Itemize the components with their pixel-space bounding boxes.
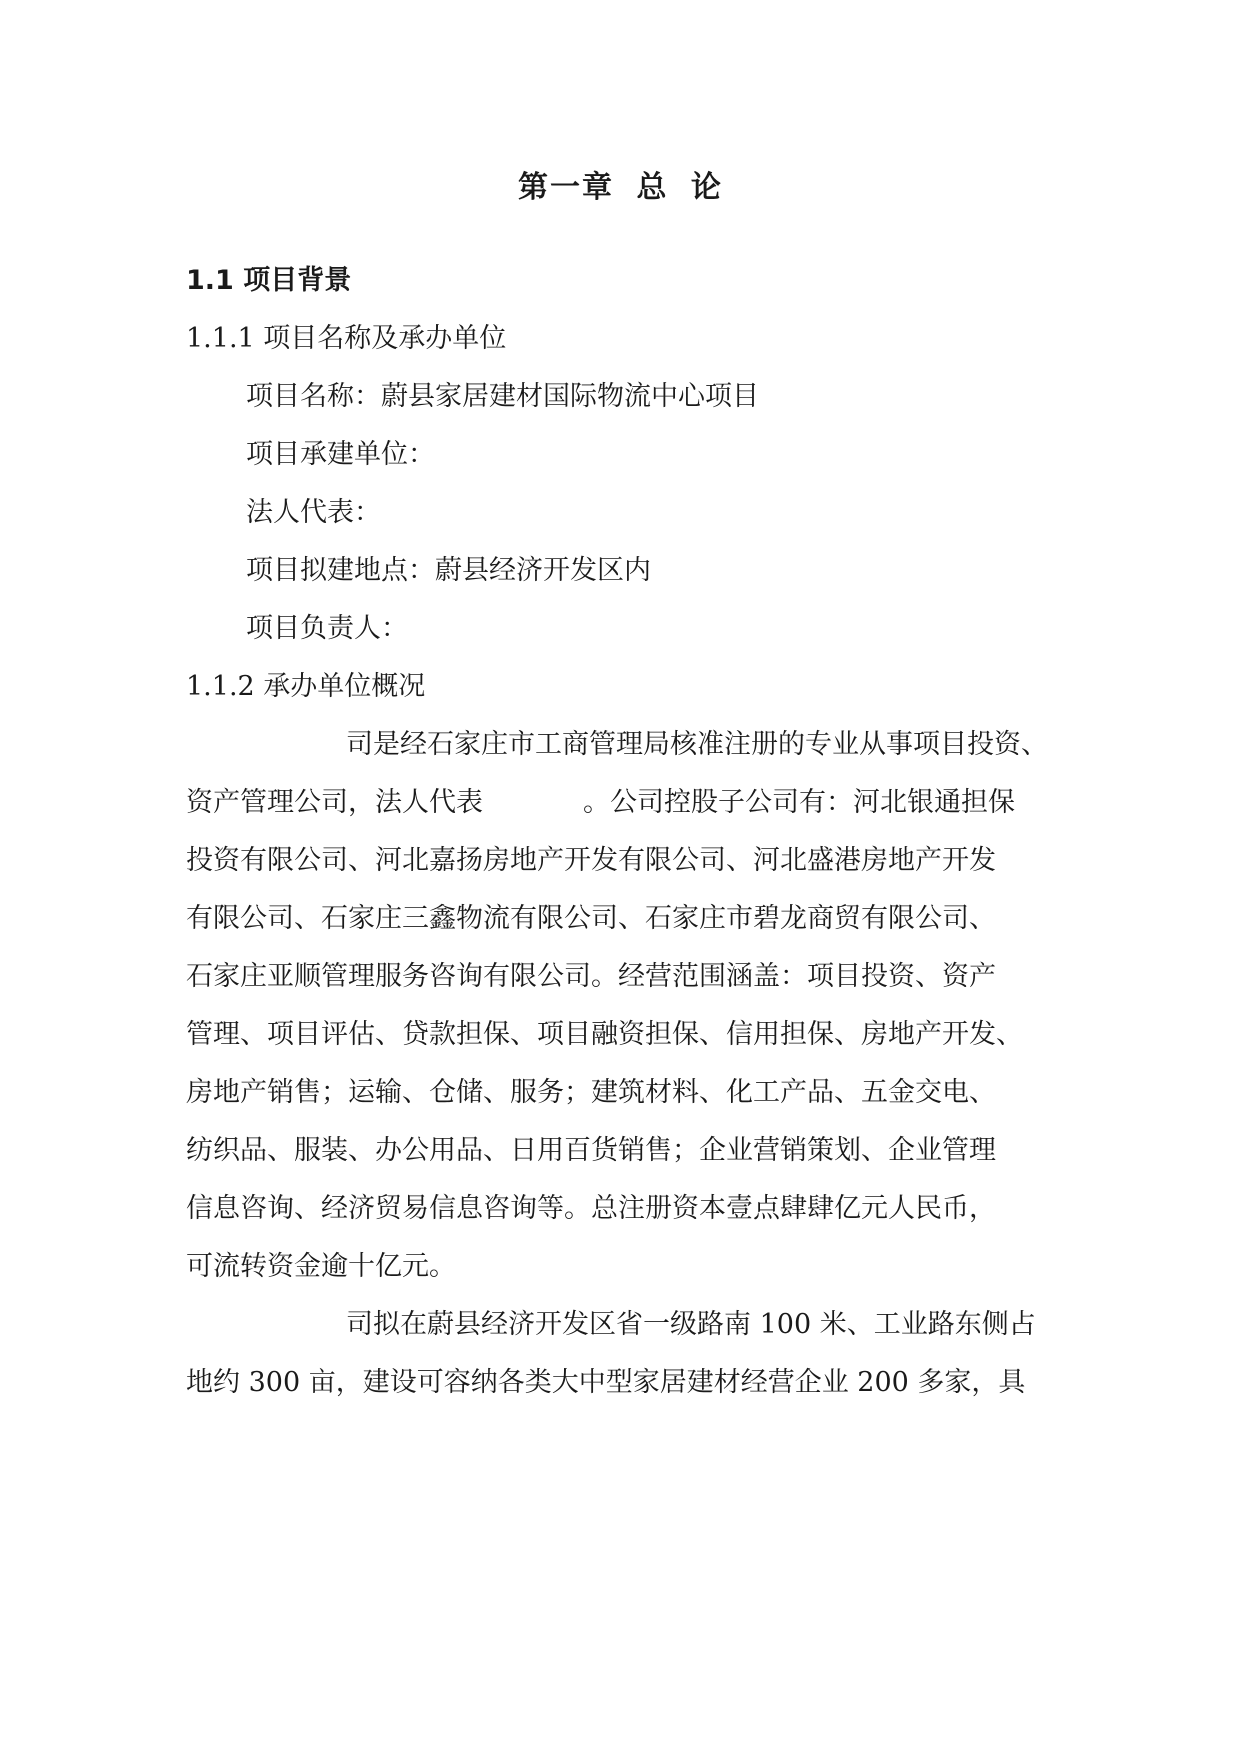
section-heading-1-1: 1.1 项目背景 — [186, 265, 352, 296]
para2-line1: 司拟在蔚县经济开发区省一级路南 100 米、工业路东侧占 — [346, 1309, 1036, 1340]
para1-line2 — [186, 785, 1015, 821]
para1-line7: 房地产销售；运输、仓储、服务；建筑材料、化工产品、五金交电、 — [186, 1077, 996, 1108]
project-name-line: 项目名称：蔚县家居建材国际物流中心项目 — [246, 381, 759, 412]
para1-line5: 石家庄亚顺管理服务咨询有限公司。经营范围涵盖：项目投资、资产 — [186, 961, 996, 992]
para1-line10: 可流转资金逾十亿元。 — [186, 1251, 456, 1282]
chapter-title: 第一章 总 论 — [518, 170, 723, 205]
project-builder-line: 项目承建单位： — [246, 439, 435, 470]
section-heading-1-1-1: 1.1.1 项目名称及承办单位 — [186, 323, 507, 354]
para2-line2: 地约 300 亩，建设可容纳各类大中型家居建材经营企业 200 多家，具 — [186, 1367, 1026, 1398]
para1-line2-part-a: 资产管理公司，法人代表 — [186, 787, 483, 818]
project-location-line: 项目拟建地点：蔚县经济开发区内 — [246, 555, 651, 586]
section-heading-1-1-2: 1.1.2 承办单位概况 — [186, 671, 426, 702]
para1-line8: 纺织品、服装、办公用品、日用百货销售；企业营销策划、企业管理 — [186, 1135, 996, 1166]
legal-representative-line: 法人代表： — [246, 497, 381, 528]
para1-line1: 司是经石家庄市工商管理局核准注册的专业从事项目投资、 — [346, 729, 1048, 760]
para1-line9: 信息咨询、经济贸易信息咨询等。总注册资本壹点肆肆亿元人民币， — [186, 1193, 996, 1224]
para1-line4: 有限公司、石家庄三鑫物流有限公司、石家庄市碧龙商贸有限公司、 — [186, 903, 996, 934]
para1-line2-part-b: 。公司控股子公司有：河北银通担保 — [583, 787, 1015, 818]
para1-line3: 投资有限公司、河北嘉扬房地产开发有限公司、河北盛港房地产开发 — [186, 845, 996, 876]
para1-line6: 管理、项目评估、贷款担保、项目融资担保、信用担保、房地产开发、 — [186, 1019, 1023, 1050]
project-manager-line: 项目负责人： — [246, 613, 408, 644]
